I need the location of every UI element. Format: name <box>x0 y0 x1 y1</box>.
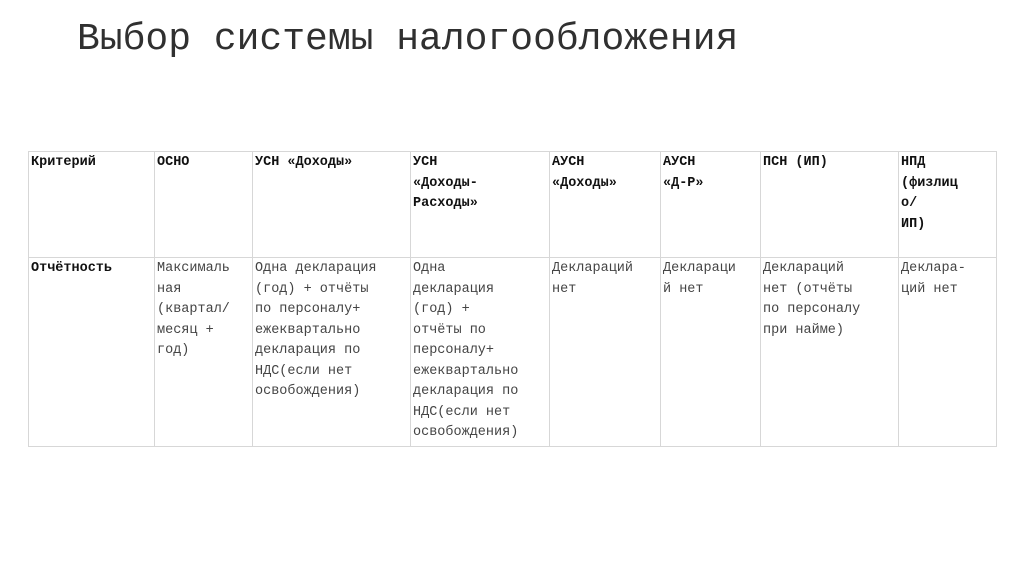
table-cell-npd <box>899 258 997 447</box>
table-cell-psn <box>761 258 899 447</box>
criterion-label: Отчётность <box>31 261 113 276</box>
table-cell-osno <box>155 258 253 447</box>
header-cell-osno <box>155 152 253 258</box>
cell-text: Одна декларация (год) + отчёты по персоналу+ ежеквартально декларация по НДС(если нет освобождения) <box>255 261 377 399</box>
table-cell-usn-income-expenses <box>411 258 550 447</box>
slide-title: Выбор системы налогообложения <box>77 18 739 61</box>
cell-text: Деклараци й нет <box>663 261 736 297</box>
table-header-row <box>29 152 997 258</box>
cell-text: Деклараций нет <box>552 261 634 297</box>
header-cell-psn <box>761 152 899 258</box>
cell-text: Деклара- ций нет <box>901 261 966 297</box>
header-cell-ausn-income <box>550 152 661 258</box>
header-label: УСН «Доходы- Расходы» <box>413 155 478 211</box>
table-cell-usn-income <box>253 258 411 447</box>
header-label: ПСН (ИП) <box>763 155 828 170</box>
header-cell-usn-income-expenses <box>411 152 550 258</box>
header-label: УСН «Доходы» <box>255 155 353 170</box>
header-label: ОСНО <box>157 155 190 170</box>
header-cell-npd <box>899 152 997 258</box>
header-label: НПД (физлиц о/ ИП) <box>901 155 958 232</box>
tax-systems-table <box>28 151 997 447</box>
header-label: АУСН «Д-Р» <box>663 155 704 191</box>
cell-text: Деклараций нет (отчёты по персоналу при найме) <box>763 261 861 338</box>
header-cell-usn-income <box>253 152 411 258</box>
table-row <box>29 258 997 447</box>
header-cell-ausn-dr <box>661 152 761 258</box>
table-cell-ausn-dr <box>661 258 761 447</box>
header-cell-criterion <box>29 152 155 258</box>
table-cell-ausn-income <box>550 258 661 447</box>
header-label: Критерий <box>31 155 96 170</box>
criterion-cell <box>29 258 155 447</box>
cell-text: Одна декларация (год) + отчёты по персоналу+ ежеквартально декларация по НДС(если нет освобождения) <box>413 261 519 440</box>
header-label: АУСН «Доходы» <box>552 155 617 191</box>
cell-text: Максималь ная (квартал/ месяц + год) <box>157 261 230 358</box>
